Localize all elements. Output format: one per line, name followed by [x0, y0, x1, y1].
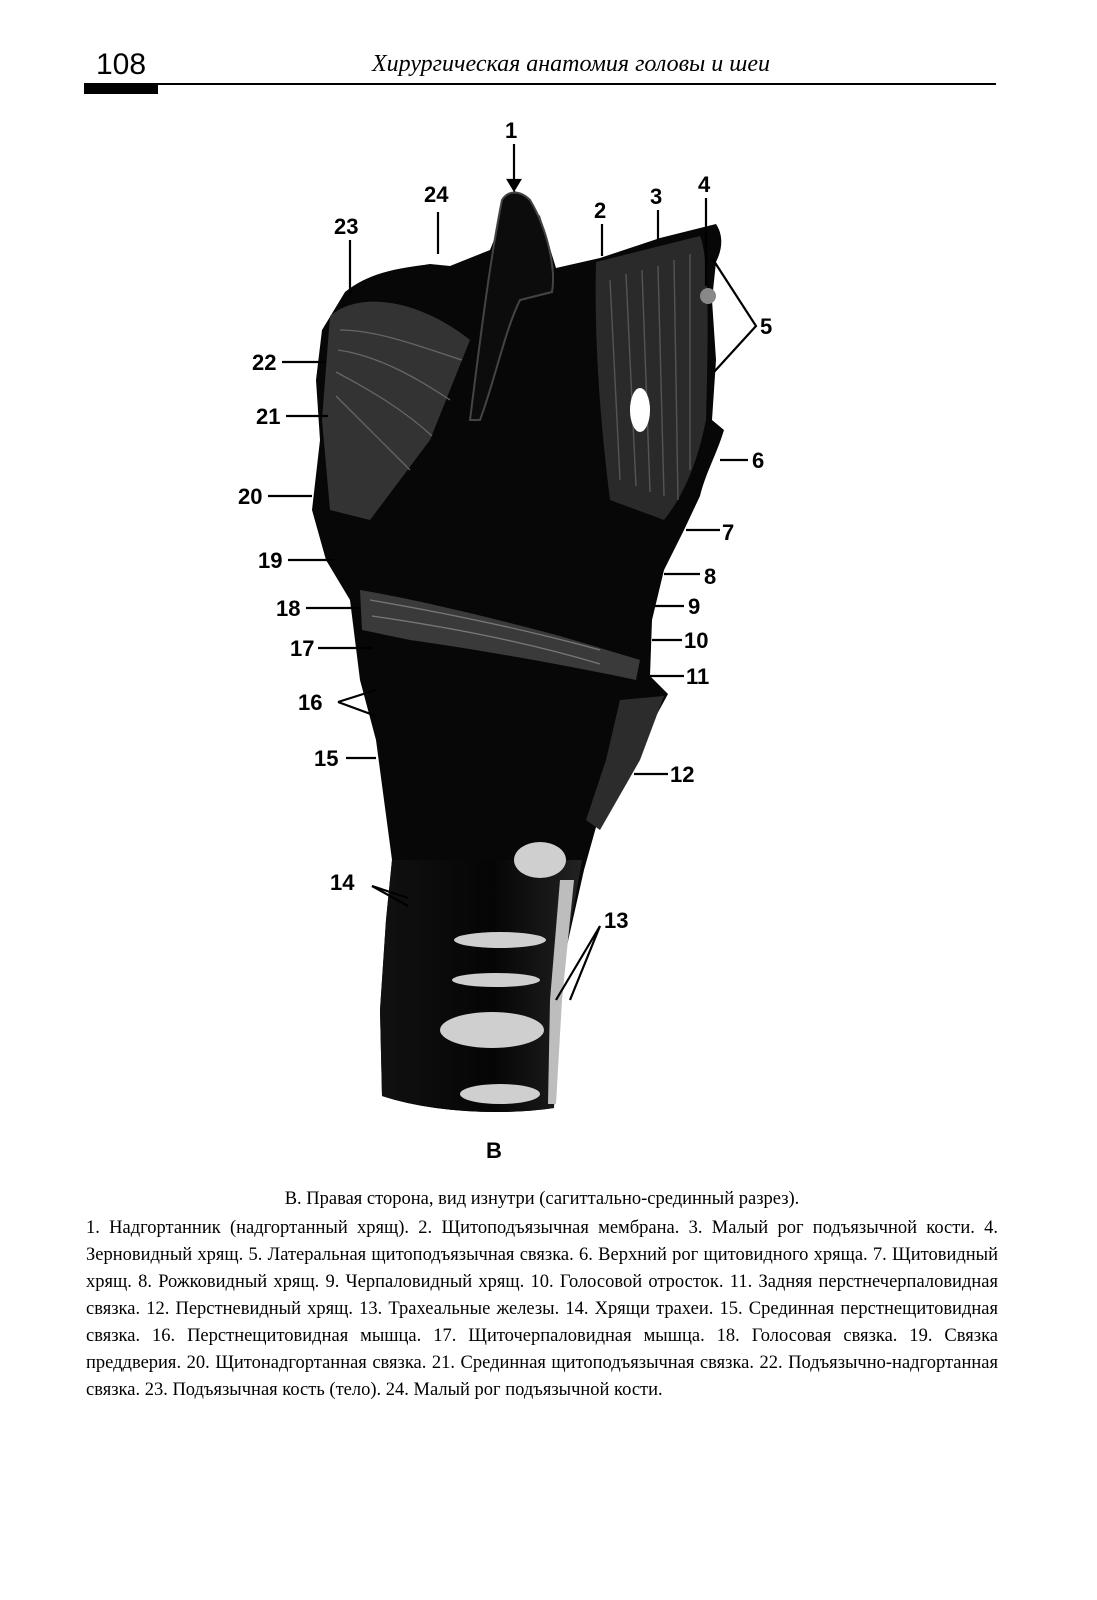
callout-15: 15 [314, 746, 339, 771]
callout-5: 5 [760, 314, 773, 339]
callout-17: 17 [290, 636, 315, 661]
callout-7: 7 [722, 520, 735, 545]
callout-3: 3 [650, 184, 663, 209]
callout-14: 14 [330, 870, 355, 895]
callout-19: 19 [258, 548, 283, 573]
callout-12: 12 [670, 762, 695, 787]
callout-23: 23 [334, 214, 359, 239]
page-number: 108 [96, 48, 147, 81]
callout-18: 18 [276, 596, 301, 621]
callout-24: 24 [424, 182, 449, 207]
callout-4: 4 [698, 172, 711, 197]
figure-letter: В [486, 1138, 502, 1163]
callout-1: 1 [505, 118, 518, 143]
callout-13: 13 [604, 908, 629, 933]
callout-11: 11 [686, 664, 710, 689]
callout-20: 20 [238, 484, 263, 509]
figure-caption [86, 1186, 998, 1404]
callout-9: 9 [688, 594, 701, 619]
membrane-foramen [630, 388, 650, 432]
callout-10: 10 [684, 628, 709, 653]
callout-8: 8 [704, 564, 717, 589]
callout-2: 2 [594, 198, 607, 223]
callout-16: 16 [298, 690, 323, 715]
callout-21: 21 [256, 404, 281, 429]
triticeous-cartilage [700, 288, 716, 304]
running-title: Хирургическая анатомия головы и шеи [372, 51, 771, 77]
callout-22: 22 [252, 350, 277, 375]
caption-body: 1. Надгортанник (надгортанный хрящ). 2. Щитоподъязычная мембрана. 3. Малый рог подъязычной кости. 4. Зерновидный хрящ. 5. Латеральная щитоподъязычная связка. 6. Верхний рог щитовидного хряща. 7. Щитовидный хрящ. 8. Рожковидный хрящ. 9. Черпаловидный хрящ. 10. Голосовой отросток. 11. Задняя перстнечерпаловидная связка. 12. Перстневидный хрящ. 13. Трахеальные железы. 14. Хрящи трахеи. 15. Срединная перстнещитовидная связка. 16. Перстнещитовидная мышца. 17. Щиточерпаловидная мышца. 18. Голосовая связка. 19. Связка преддверия. 20. Щитонадгортанная связка. 21. Срединная щитоподъязычная связка. 22. Подъязычно-надгортанная связка. 23. Подъязычная кость (тело). 24. Малый рог подъязычной кости. [86, 1218, 998, 1400]
caption-title: В. Правая сторона, вид изнутри (сагиттально-срединный разрез). [284, 1189, 800, 1209]
callout-6: 6 [752, 448, 765, 473]
